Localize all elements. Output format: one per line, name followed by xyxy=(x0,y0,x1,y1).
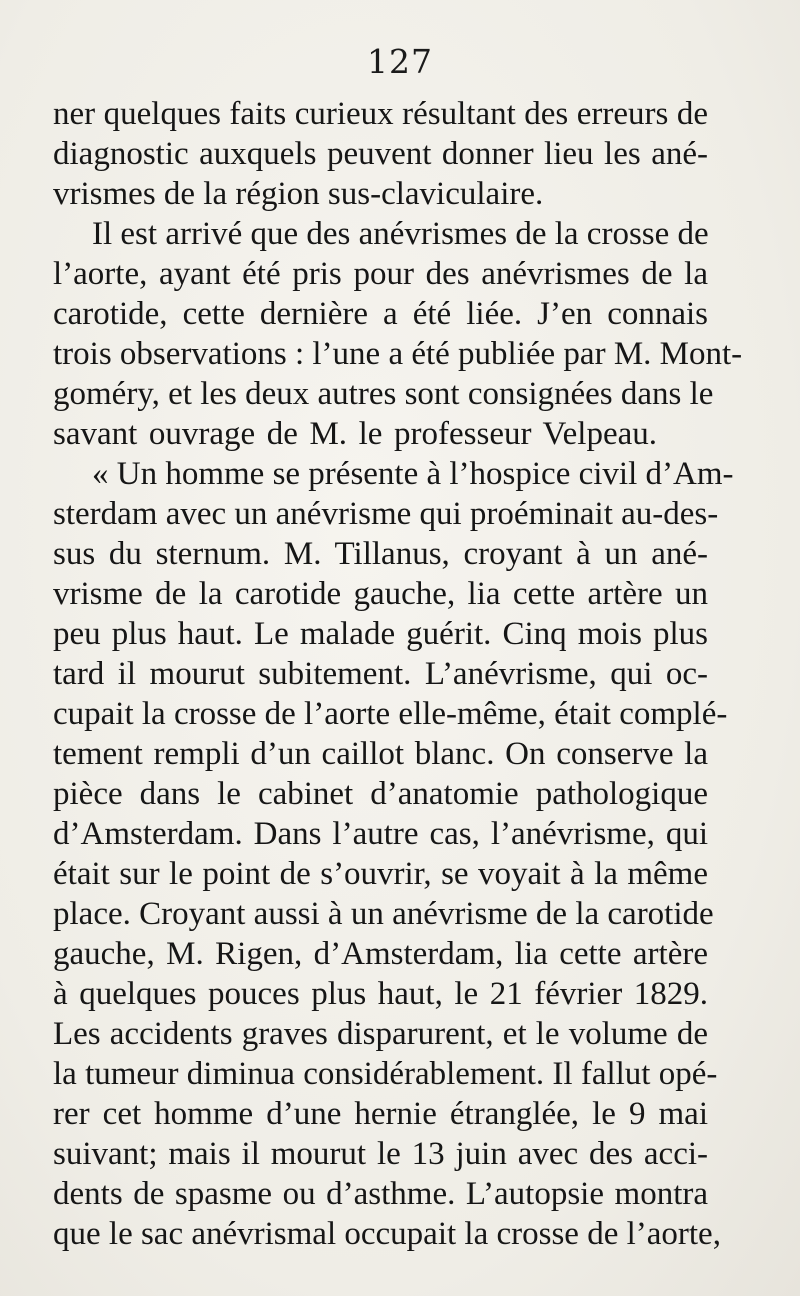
text-line: goméry, et les deux autres sont consignées dans le xyxy=(53,376,714,412)
text-line: était sur le point de s’ouvrir, se voyait à la même xyxy=(53,856,708,892)
text-line: tard il mourut subitement. L’anévrisme, qui oc- xyxy=(53,656,708,692)
text-line: sterdam avec un anévrisme qui proéminait au-des- xyxy=(53,496,719,532)
text-line: ner quelques faits curieux résultant des erreurs de xyxy=(53,96,708,132)
text-line: Les accidents graves disparurent, et le volume de xyxy=(53,1016,708,1052)
text-line: dents de spasme ou d’asthme. L’autopsie montra xyxy=(53,1176,708,1212)
text-line: carotide, cette dernière a été liée. J’en connais xyxy=(53,296,708,332)
text-line: la tumeur diminua considérablement. Il fallut opé- xyxy=(53,1056,718,1092)
text-line: cupait la crosse de l’aorte elle-même, était complé- xyxy=(53,696,728,732)
text-line: l’aorte, ayant été pris pour des anévrismes de la xyxy=(53,256,708,292)
text-line: place. Croyant aussi à un anévrisme de la carotide xyxy=(53,896,714,932)
text-line: savant ouvrage de M. le professeur Velpeau. xyxy=(53,416,657,452)
page-number: 127 xyxy=(367,42,433,81)
text-line: vrisme de la carotide gauche, lia cette artère un xyxy=(53,576,708,612)
text-line: trois observations : l’une a été publiée par M. Mont- xyxy=(53,336,743,372)
text-line: rer cet homme d’une hernie étranglée, le 9 mai xyxy=(53,1096,708,1132)
text-line: à quelques pouces plus haut, le 21 février 1829. xyxy=(53,976,708,1012)
text-line: tement rempli d’un caillot blanc. On conserve la xyxy=(53,736,708,772)
text-line: que le sac anévrismal occupait la crosse de l’aorte, xyxy=(53,1216,721,1252)
text-line: Il est arrivé que des anévrismes de la crosse de xyxy=(92,216,709,252)
text-line: « Un homme se présente à l’hospice civil d’Am- xyxy=(92,456,734,492)
text-line: gauche, M. Rigen, d’Amsterdam, lia cette artère xyxy=(53,936,708,972)
text-line: vrismes de la région sus-claviculaire. xyxy=(53,176,544,212)
text-line: d’Amsterdam. Dans l’autre cas, l’anévrisme, qui xyxy=(53,816,708,852)
text-line: pièce dans le cabinet d’anatomie pathologique xyxy=(53,776,708,812)
text-line: peu plus haut. Le malade guérit. Cinq mois plus xyxy=(53,616,708,652)
text-line: sus du sternum. M. Tillanus, croyant à un ané- xyxy=(53,536,708,572)
text-line: suivant; mais il mourut le 13 juin avec des acci- xyxy=(53,1136,708,1172)
text-line: diagnostic auxquels peuvent donner lieu les ané- xyxy=(53,136,708,172)
